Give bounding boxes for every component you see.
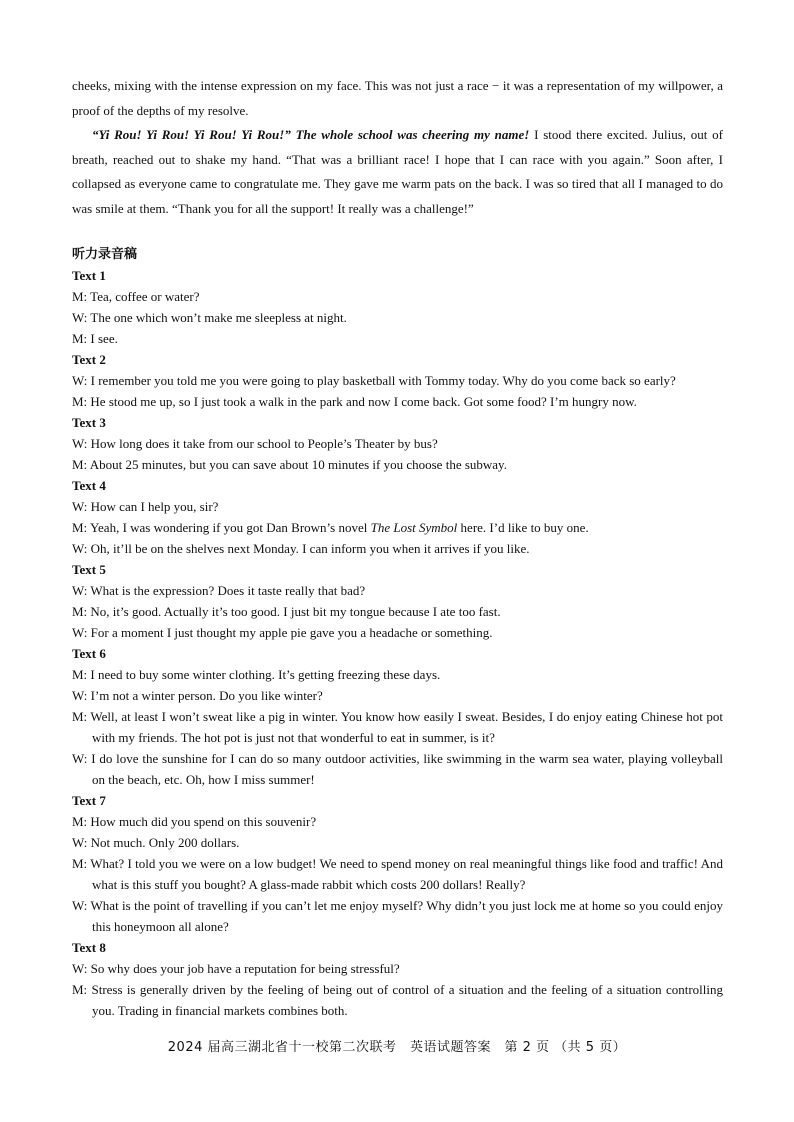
dialogue-line: W: How long does it take from our school to People’s Theater by bus?: [72, 436, 438, 451]
dialogue-line: M: I see.: [72, 331, 118, 346]
dialogue-line: W: The one which won’t make me sleepless at night.: [72, 310, 347, 325]
story-paragraph-2-rest: I stood there excited. Julius, out of breath, reached out to shake my hand. “That was a brilliant race! I hope that I can race with you again.” Soon after, I collapsed as everyone came to congratulate me. They gave me warm pats on the back. I was so tired that all I managed to do was smile at them. “Thank you for all the support! It really was a challenge!”: [72, 127, 723, 216]
dialogue-line: W: So why does your job have a reputation for being stressful?: [72, 961, 400, 976]
dialogue-line: W: Oh, it’ll be on the shelves next Monday. I can inform you when it arrives if you like.: [72, 541, 530, 556]
dialogue-line: M: Well, at least I won’t sweat like a pig in winter. You know how easily I sweat. Besides, I do enjoy eating Chinese hot pot with my friends. The hot pot is just not that wonderful to eat in summer, is it?: [72, 709, 723, 745]
dialogue-line: M: I need to buy some winter clothing. It’s getting freezing these days.: [72, 667, 441, 682]
dialogue-segment: here. I’d like to buy one.: [457, 520, 589, 535]
story-cheer-emphasis: “Yi Rou! Yi Rou! Yi Rou! Yi Rou!” The whole school was cheering my name!: [92, 127, 530, 142]
story-paragraph-2: [72, 123, 723, 221]
dialogue-line: [72, 517, 723, 538]
book-title: The Lost Symbol: [370, 520, 458, 535]
text-heading: Text 7: [72, 793, 106, 808]
dialogue-line: W: Not much. Only 200 dollars.: [72, 835, 240, 850]
dialogue-segment: M: Yeah, I was wondering if you got Dan Brown’s novel: [72, 520, 371, 535]
dialogue-line: M: No, it’s good. Actually it’s too good. I just bit my tongue because I ate too fast.: [72, 604, 501, 619]
dialogue-line: M: Tea, coffee or water?: [72, 289, 200, 304]
story-paragraph-1: cheeks, mixing with the intense expression on my face. This was not just a race − it was a representation of my willpower, a proof of the depths of my resolve.: [72, 78, 723, 118]
dialogue-line: W: What is the point of travelling if you can’t let me enjoy myself? Why didn’t you just lock me at home so you could enjoy this honeymoon all alone?: [72, 898, 723, 934]
dialogue-line: M: He stood me up, so I just took a walk in the park and now I come back. Got some food? I’m hungry now.: [72, 394, 637, 409]
page-content: [72, 74, 723, 1021]
dialogue-line: M: What? I told you we were on a low budget! We need to spend money on real meaningful things like food and traffic! And what is this stuff you bought? A glass-made rabbit which costs 200 dollars! Really?: [72, 856, 723, 892]
text-heading: Text 6: [72, 646, 106, 661]
text-heading: Text 3: [72, 415, 106, 430]
dialogue-line: M: About 25 minutes, but you can save about 10 minutes if you choose the subway.: [72, 457, 507, 472]
text-heading: Text 5: [72, 562, 106, 577]
dialogue-line: W: I’m not a winter person. Do you like winter?: [72, 688, 323, 703]
text-heading: Text 4: [72, 478, 106, 493]
section-title: 听力录音稿: [72, 247, 138, 262]
text-heading: Text 1: [72, 268, 106, 283]
dialogue-line: W: For a moment I just thought my apple pie gave you a headache or something.: [72, 625, 493, 640]
page-footer: 2024 届高三湖北省十一校第二次联考 英语试题答案 第 2 页 （共 5 页）: [167, 1040, 627, 1055]
dialogue-line: W: I do love the sunshine for I can do so many outdoor activities, like swimming in the warm sea water, playing volleyball on the beach, etc. Oh, how I miss summer!: [72, 751, 723, 787]
section-spacer: [72, 221, 723, 244]
dialogue-line: M: How much did you spend on this souvenir?: [72, 814, 317, 829]
dialogue-line: W: I remember you told me you were going to play basketball with Tommy today. Why do you come back so early?: [72, 373, 676, 388]
text-heading: Text 2: [72, 352, 106, 367]
dialogue-line: W: How can I help you, sir?: [72, 499, 219, 514]
dialogue-line: M: Stress is generally driven by the feeling of being out of control of a situation and the feeling of a situation controlling you. Trading in financial markets combines both.: [72, 982, 723, 1018]
dialogue-line: W: What is the expression? Does it taste really that bad?: [72, 583, 366, 598]
text-heading: Text 8: [72, 940, 106, 955]
